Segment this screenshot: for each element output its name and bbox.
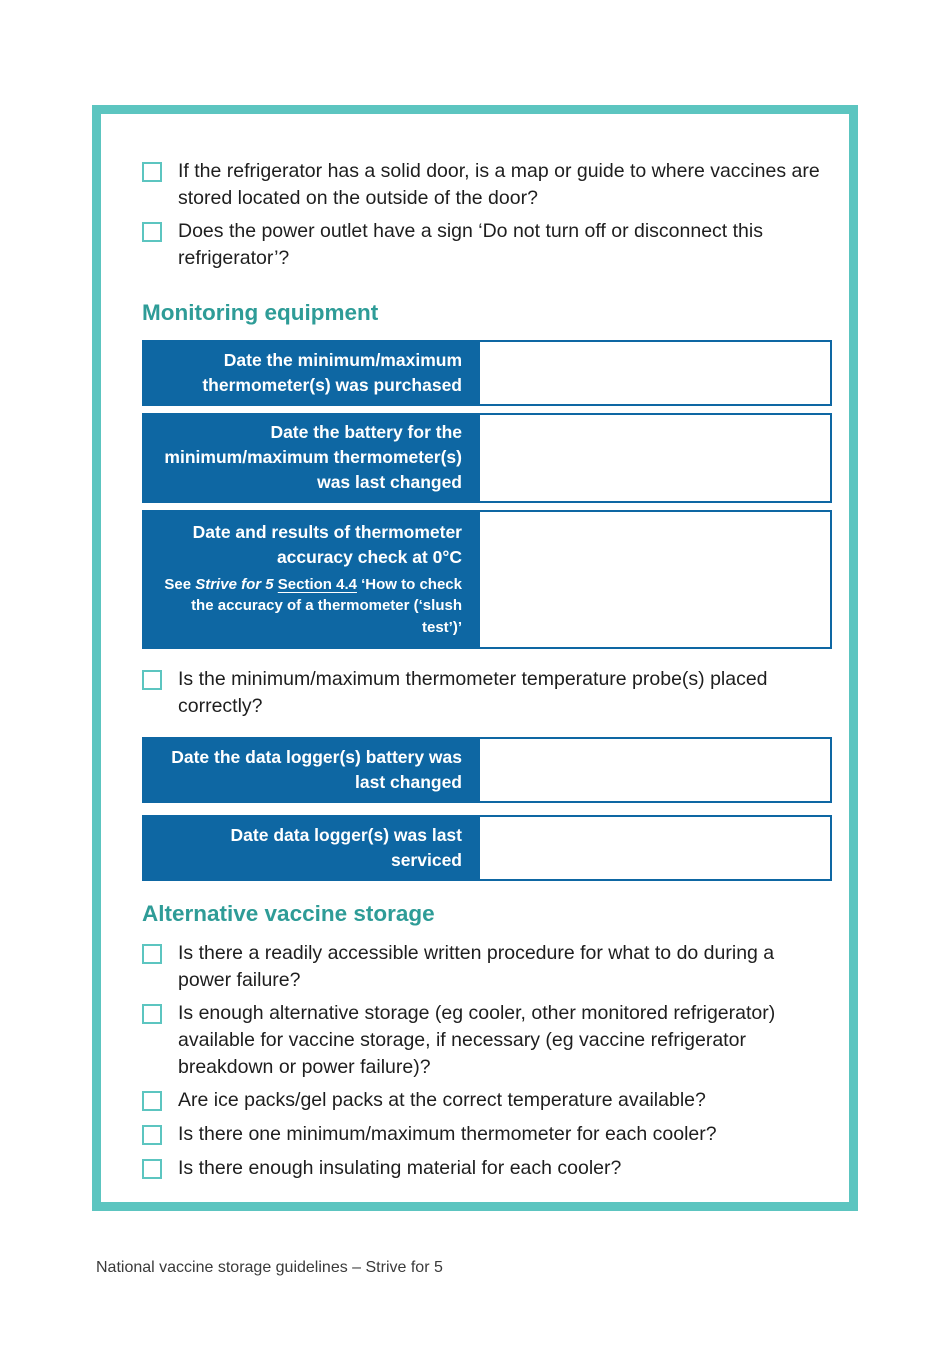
field-label-logger-battery — [144, 739, 480, 801]
page-footer: National vaccine storage guidelines – Strive for 5 — [96, 1259, 443, 1276]
checklist-item-text: If the refrigerator has a solid door, is a map or guide to where vaccines are stored located on the outside of the door? — [178, 160, 820, 209]
checklist-item-text: Is there enough insulating material for each cooler? — [178, 1157, 622, 1179]
checkbox-power-sign[interactable] — [142, 222, 162, 242]
checklist-item-text: Does the power outlet have a sign ‘Do not turn off or disconnect this refrigerator’? — [178, 220, 763, 269]
checklist-item-insulating-material — [142, 1155, 832, 1182]
field-label-text: Date the minimum/maximum thermometer(s) was purchased — [202, 349, 462, 395]
field-label-thermometer-purchased — [144, 342, 480, 404]
checkbox-power-failure-procedure[interactable] — [142, 944, 162, 964]
checklist-item-alternative-storage — [142, 1000, 832, 1081]
field-input-logger-serviced[interactable] — [480, 817, 830, 879]
checklist-item-text: Is the minimum/maximum thermometer temperature probe(s) placed correctly? — [178, 668, 768, 717]
heading-monitoring-equipment: Monitoring equipment — [142, 300, 379, 325]
checklist-content — [142, 158, 832, 1188]
note-see: See — [164, 575, 196, 593]
checklist-item-door-map — [142, 158, 832, 212]
field-label-text: Date the battery for the minimum/maximum thermometer(s) was last changed — [164, 422, 462, 492]
field-label-text: Date data logger(s) was last serviced — [230, 824, 462, 870]
checkbox-cooler-thermometer[interactable] — [142, 1125, 162, 1145]
field-input-thermometer-battery[interactable] — [480, 415, 830, 501]
checklist-item-power-sign — [142, 218, 832, 272]
checklist-item-ice-packs — [142, 1087, 832, 1114]
field-label-text: Date and results of thermometer accuracy check at 0°C — [192, 521, 462, 567]
field-label-logger-serviced — [144, 817, 480, 879]
checklist-frame — [92, 105, 858, 1211]
field-row-accuracy-check — [142, 510, 832, 649]
checklist-item-cooler-thermometer — [142, 1121, 832, 1148]
checklist-item-text: Is enough alternative storage (eg cooler, other monitored refrigerator) available for vaccine storage, if necessary (eg vaccine refrigerator breakdown or power failure)? — [178, 1002, 776, 1078]
field-input-accuracy-check[interactable] — [480, 512, 830, 647]
checklist-item-text: Is there one minimum/maximum thermometer for each cooler? — [178, 1123, 717, 1145]
field-label-thermometer-battery — [144, 415, 480, 501]
field-row-logger-battery — [142, 737, 832, 803]
checkbox-door-map[interactable] — [142, 162, 162, 182]
checkbox-insulating-material[interactable] — [142, 1159, 162, 1179]
accuracy-check-note — [156, 574, 462, 639]
note-rest: ‘How to check the accuracy of a thermometer (‘slush test’)’ — [191, 575, 462, 636]
field-row-thermometer-purchased — [142, 340, 832, 406]
section-4-4-link[interactable]: Section 4.4 — [277, 575, 357, 593]
field-label-accuracy-check — [144, 512, 480, 647]
checklist-item-power-failure-procedure — [142, 940, 832, 994]
field-label-text: Date the data logger(s) battery was last changed — [171, 746, 462, 792]
checklist-item-probe-placement — [142, 666, 832, 720]
heading-alternative-storage: Alternative vaccine storage — [142, 901, 435, 926]
field-row-thermometer-battery — [142, 413, 832, 503]
checkbox-ice-packs[interactable] — [142, 1091, 162, 1111]
checklist-item-text: Is there a readily accessible written procedure for what to do during a power failure? — [178, 942, 775, 991]
field-input-thermometer-purchased[interactable] — [480, 342, 830, 404]
checkbox-probe-placement[interactable] — [142, 670, 162, 690]
field-input-logger-battery[interactable] — [480, 739, 830, 801]
checkbox-alternative-storage[interactable] — [142, 1004, 162, 1024]
note-strive-for-5: Strive for 5 — [195, 575, 274, 593]
checklist-item-text: Are ice packs/gel packs at the correct temperature available? — [178, 1089, 706, 1111]
field-row-logger-serviced — [142, 815, 832, 881]
